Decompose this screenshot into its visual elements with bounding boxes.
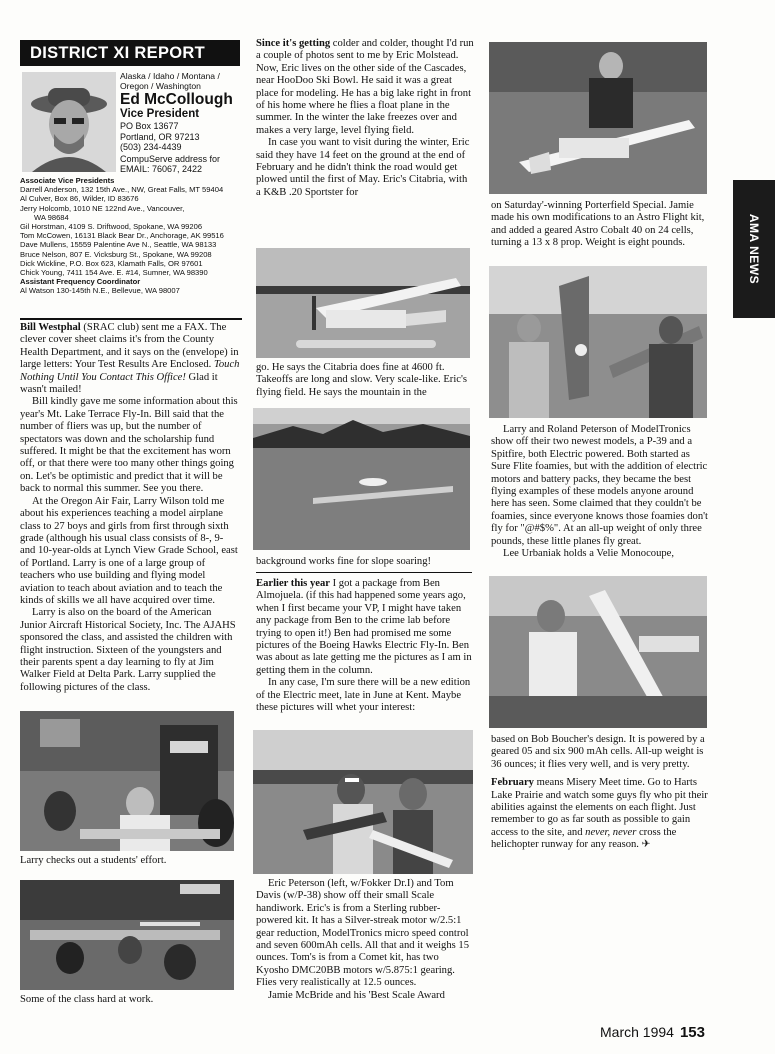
paragraph: In case you want to visit during the winter, Eric said they have 14 feet on the ground at the end of February and he didn't think the road would get plowed until the first of May. Eric's Citabria, with a K&B .20 Sportster for xyxy=(256,137,470,198)
paragraph-lead: Earlier this year xyxy=(256,578,330,589)
associate-entry: Gil Horstman, 4109 S. Driftwood, Spokane, WA 99206 xyxy=(20,222,203,232)
citabria-photo xyxy=(256,248,470,358)
paragraph-italic: Touch Nothing Until You Contact This Office! xyxy=(20,359,240,383)
frequency-coordinator: Al Watson 130-145th N.E., Bellevue, WA 98007 xyxy=(20,286,180,296)
header-divider xyxy=(20,318,242,320)
associate-entry: Dave Mullens, 15559 Palentine Ave N., Seattle, WA 98133 xyxy=(20,240,217,250)
paragraph-text: colder and colder, thought I'd run a couple of photos sent to me by Eric Molstead. Now, Eric lives on the other side of the Cascades, near HooDoo Ski Bowl. He said it was a great place for modeling. He has a big lake right in front of his home where he flies a float plane in the summer. In the winter the lake freezes over and makes a very large, level flying field. xyxy=(256,38,474,136)
paragraph: go. He says the Citabria does fine at 4600 ft. Takeoffs are long and slow. Very scale-like. Eric's flying field. He says the mountain in the xyxy=(256,362,468,398)
issue-date: March 1994 xyxy=(600,1024,674,1040)
column-2-continued-a xyxy=(256,362,474,399)
paragraph xyxy=(256,38,474,137)
page-footer xyxy=(600,1024,705,1041)
email-address: EMAIL: 76067, 2422 xyxy=(120,164,203,175)
frozen-lake-image xyxy=(253,408,470,550)
associate-entry: WA 98684 xyxy=(34,212,69,222)
officer-name: Ed McCollough xyxy=(120,91,233,109)
associate-vp-list xyxy=(20,176,242,296)
modeltronics-photo xyxy=(489,266,707,418)
scale-models-photo xyxy=(253,730,473,874)
paragraph: background works fine for slope soaring! xyxy=(256,556,432,567)
associate-entry: Dick Wickline, P.O. Box 623, Klamath Falls, OR 97601 xyxy=(20,258,203,268)
compuserve-label: CompuServe address for xyxy=(120,153,221,164)
column-2 xyxy=(256,38,474,199)
photo-caption: Larry checks out a students' effort. xyxy=(20,855,167,866)
associates-heading: Associate Vice Presidents xyxy=(20,176,115,185)
photo-caption: Some of the class hard at work. xyxy=(20,994,154,1005)
classroom-photo-1 xyxy=(20,711,234,851)
paragraph: Eric Peterson (left, w/Fokker Dr.I) and Tom Davis (w/P-38) show off their small Scale handiwork. Eric's is from a Sterling rubber-powered kit. It has a Silver-streak motor w/2.5:1 gear reduction, ModelTronics micro speed control and seven 600mAh cells. All that and it weighs 15 ounces. Tom's is from a Comet kit, has two Kyosho DMC20BB motors w/5.875:1 gearing. Flies very realistically at 12.5 ounces. xyxy=(256,878,470,989)
associate-entry: Darrell Anderson, 132 15th Ave., NW, Great Falls, MT 59404 xyxy=(20,185,224,195)
paragraph-italic: never, never xyxy=(585,826,637,838)
paragraph-text: Glad it wasn't mailed! xyxy=(20,371,218,396)
paragraph: based on Bob Boucher's design. It is powered by a geared 05 and six 900 mAh cells. All-up weight is 36 ounces; it flies very well, and is very pretty. xyxy=(491,734,705,770)
associate-entry: Al Culver, Box 86, Wilder, ID 83676 xyxy=(20,194,139,204)
phone-number: (503) 234-4439 xyxy=(120,142,182,153)
p39-spitfire-image xyxy=(489,266,707,418)
paragraph: Larry and Roland Peterson of ModelTronics show off their two newest models, a P-39 and a Spitfire, both Electric powered. Both started as Sure Flite foamies, but with the addition of electric motors and battery packs, they became the best flying examples of these models anyone around here has seen. Some claimed that they couldn't be foamies, since everyone knows those foamies don't fly for "@#$%". At an all-up weight of only three pounds, these little planes fly great. xyxy=(491,424,708,547)
paragraph: on Saturday'-winning Porterfield Special. Jamie made his own modifications to an Astro Flight kit, and added a geared Astro Cobalt 40 on 24 cells, turning a 13 x 8 prop. Weight is eight pounds. xyxy=(491,200,705,249)
paragraph: Larry is also on the board of the American Junior Aircraft Historical Society, Inc. The AJAHS sponsored the class, and assisted the children with flight instruction. Sixteen of the youngsters and their parents spent a day learning to fly at Jim Walker Field at Delta Park. Larry supplied the following pictures of the class. xyxy=(20,607,236,693)
paragraph: Jamie McBride and his 'Best Scale Award xyxy=(268,989,445,1001)
monocoupe-photo xyxy=(489,576,707,728)
column-2-continued-c xyxy=(256,578,474,714)
address-line-1: PO Box 13677 xyxy=(120,121,179,132)
page-number: 153 xyxy=(679,1024,705,1041)
column-divider xyxy=(256,572,472,573)
end-mark-icon: ✈ xyxy=(641,839,651,851)
lake-field-photo xyxy=(253,408,470,550)
column-2-continued-d xyxy=(256,878,474,1002)
velie-monocoupe-image xyxy=(489,576,707,728)
column-3 xyxy=(491,200,711,250)
portrait-image xyxy=(22,72,116,172)
ama-news-tab xyxy=(733,180,775,318)
paragraph-text: cross the helichopter runway for any reason. xyxy=(491,826,677,851)
section-banner: DISTRICT XI REPORT xyxy=(20,40,240,66)
paragraph-text: I got a package from Ben Almojuela. (if this had happened some years ago, when I first became your VP, I might have taken any package from Ben to the crime lab before trying to open it!) Ben had promised me some pictures of the Boeing Hawks Electric Fly-In. Ben was about as late getting me the pictures as I am in getting them in the column. xyxy=(256,578,472,676)
column-3-continued-a xyxy=(491,424,711,560)
paragraph-text: (SRAC club) sent me a FAX. The clever cover sheet claims it's from the County Health Department, and it says on the (envelope) in large letters: Your Test Results Are Enclosed. xyxy=(20,322,239,371)
associate-entry: Jerry Holcomb, 1010 NE 122nd Ave., Vancouver, xyxy=(20,203,185,213)
paragraph-lead: Bill Westphal xyxy=(20,322,81,333)
paragraph: At the Oregon Air Fair, Larry Wilson told me about his experiences teaching a model airplane class to 27 boys and girls from first through sixth grade (although his usual class consists of 8-, 9- and 10-year-olds at Lynch View Grade School, east of Portland. Larry is one of a large group of teachers who use building and flying model aviation to teach about aviation and to teach the kinds of skills we all have acquired over time. xyxy=(20,495,238,606)
ama-news-label: AMA NEWS xyxy=(747,213,761,285)
citabria-floatplane-image xyxy=(256,248,470,358)
vice-president-portrait xyxy=(22,72,116,172)
column-2-continued-b xyxy=(256,556,474,568)
paragraph xyxy=(20,322,240,396)
column-1 xyxy=(20,322,240,694)
district-states: Alaska / Idaho / Montana / Oregon / Washington xyxy=(120,71,220,91)
paragraph: Lee Urbaniak holds a Velie Monocoupe, xyxy=(503,548,675,560)
associate-entry: Bruce Nelson, 807 E. Vicksburg St., Spokane, WA 99208 xyxy=(20,249,212,259)
paragraph-lead: Since it's getting xyxy=(256,38,331,49)
associate-entry: Tom McCowen, 16131 Black Bear Dr., Anchorage, AK 99516 xyxy=(20,231,224,241)
associate-entry: Chick Young, 7411 154 Ave. E. #14, Sumner, WA 98390 xyxy=(20,268,208,278)
classroom-image-1 xyxy=(20,711,234,851)
column-3-continued-b xyxy=(491,734,711,852)
paragraph-text: means Misery Meet time. Go to Harts Lake Prairie and watch some guys fly who pit their abilities against the elements on each flight. Just remember to go as far south as possible to gain access to the site, and xyxy=(491,777,708,838)
fokker-p38-image xyxy=(253,730,473,874)
paragraph: Bill kindly gave me some information about this year's Mt. Lake Terrace Fly-In. Bill said that the number of fliers was up, but the number of spectators was down and the scholarship fund suffered. It might be that the excitement has worn off, or that there were too many other things going on. Let's be optimistic and predict that it will be back to normal this summer. See you there. xyxy=(20,396,238,495)
porterfield-special-image xyxy=(489,42,707,194)
paragraph: In any case, I'm sure there will be a new edition of the Electric meet, late in June at Kent. Maybe these pictures will whet your interest: xyxy=(256,677,471,714)
paragraph xyxy=(256,578,474,677)
address-line-2: Portland, OR 97213 xyxy=(120,131,200,142)
officer-info xyxy=(120,72,245,175)
paragraph xyxy=(491,777,711,851)
paragraph-lead: February xyxy=(491,777,534,789)
frequency-coordinator-heading: Assistant Frequency Coordinator xyxy=(20,277,141,287)
porterfield-photo xyxy=(489,42,707,194)
classroom-image-2 xyxy=(20,880,234,990)
officer-title: Vice President xyxy=(120,108,200,121)
classroom-photo-2 xyxy=(20,880,234,990)
